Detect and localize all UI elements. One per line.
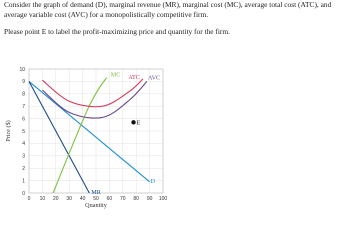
point-e-label: E xyxy=(136,119,141,127)
curve-label-atc: ATC xyxy=(128,73,140,81)
curve-label-avc: AVC xyxy=(147,74,161,82)
grid-lines xyxy=(29,69,163,193)
point-e-marker xyxy=(131,120,135,124)
x-tick-label: 50 xyxy=(93,196,99,202)
y-tick-label: 10 xyxy=(19,66,25,73)
y-tick-label: 7 xyxy=(22,104,25,110)
x-tick-label: 80 xyxy=(133,196,139,202)
curve-d xyxy=(29,81,150,181)
curve-avc xyxy=(42,81,147,118)
series-group xyxy=(29,78,150,193)
y-tick-label: 0 xyxy=(22,190,25,197)
x-axis-label: Quantity xyxy=(85,202,107,209)
y-tick-label: 4 xyxy=(22,141,25,148)
x-tick-label: 40 xyxy=(79,196,86,202)
curve-mr xyxy=(29,81,89,193)
x-tick-label: 90 xyxy=(146,196,153,202)
y-axis-label: Price ($) xyxy=(5,120,12,142)
y-tick-label: 5 xyxy=(22,128,25,135)
y-tick-label: 3 xyxy=(22,153,25,160)
y-tick-label: 8 xyxy=(22,91,25,98)
x-tick-label: 0 xyxy=(27,196,31,202)
x-tick-label: 10 xyxy=(39,196,46,202)
x-tick-label: 20 xyxy=(53,196,59,202)
y-tick-label: 9 xyxy=(22,79,25,86)
y-tick-label: 2 xyxy=(22,166,25,172)
curve-label-mr: MR xyxy=(91,189,101,196)
x-tick-label: 60 xyxy=(106,196,113,202)
x-tick-label: 100 xyxy=(158,196,168,202)
curve-label-mc: MC xyxy=(110,71,121,79)
x-tick-label: 70 xyxy=(120,196,126,202)
curve-label-d: D xyxy=(150,177,156,185)
y-tick-label: 6 xyxy=(22,116,25,123)
labels-group xyxy=(91,72,160,196)
question-text: Consider the graph of demand (D), marginal revenue (MR), marginal cost (MC), average total cost (ATC), and average variable cost (AVC) for a monopolistically competitive firm. xyxy=(4,0,332,19)
x-tick-label: 30 xyxy=(66,196,72,202)
instruction-text: Please point E to label the profit-maximizing price and quantity for the firm. xyxy=(4,27,230,36)
y-tick-label: 1 xyxy=(22,178,25,185)
curve-atc xyxy=(42,79,142,107)
